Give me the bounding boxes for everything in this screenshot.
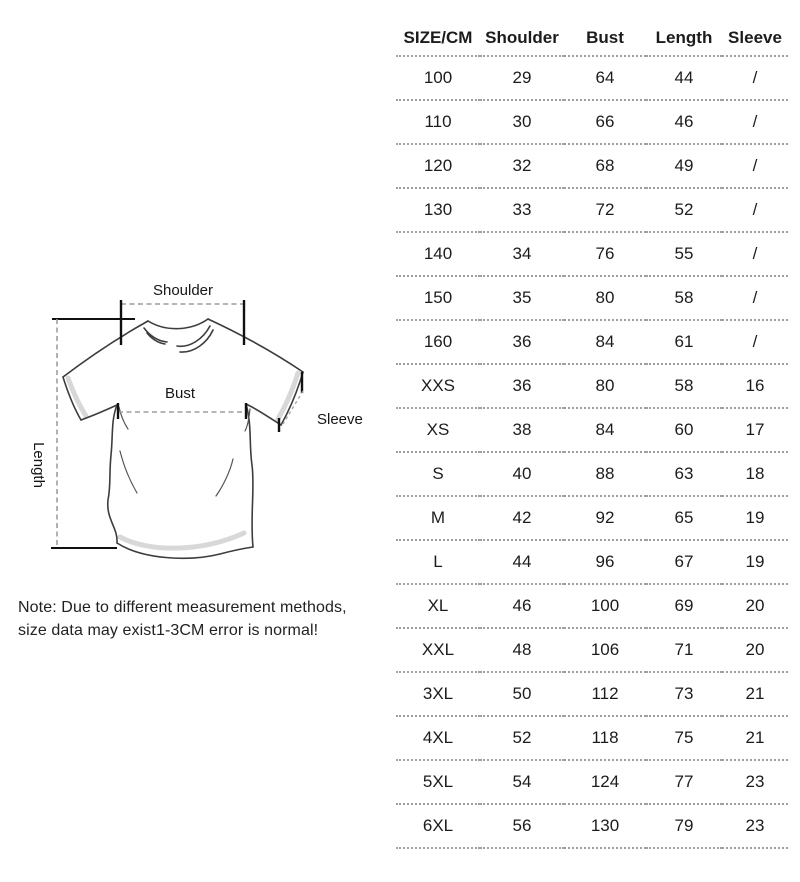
table-cell: 20 bbox=[722, 584, 788, 628]
length-measure-line bbox=[51, 319, 135, 548]
table-cell: 20 bbox=[722, 628, 788, 672]
table-cell: 52 bbox=[646, 188, 722, 232]
table-row bbox=[396, 100, 788, 144]
table-cell: 48 bbox=[480, 628, 564, 672]
table-cell: / bbox=[722, 188, 788, 232]
table-cell: 84 bbox=[564, 320, 646, 364]
table-cell: 130 bbox=[564, 804, 646, 848]
table-cell: 42 bbox=[480, 496, 564, 540]
size-label-cell: 140 bbox=[396, 232, 480, 276]
column-header: Sleeve bbox=[722, 20, 788, 56]
size-label-cell: XXL bbox=[396, 628, 480, 672]
size-label-cell: XL bbox=[396, 584, 480, 628]
size-label-cell: 4XL bbox=[396, 716, 480, 760]
table-row bbox=[396, 716, 788, 760]
table-cell: 79 bbox=[646, 804, 722, 848]
table-cell: 77 bbox=[646, 760, 722, 804]
table-row bbox=[396, 672, 788, 716]
table-cell: 50 bbox=[480, 672, 564, 716]
table-cell: 100 bbox=[564, 584, 646, 628]
tshirt-measurement-diagram bbox=[20, 275, 370, 575]
table-row bbox=[396, 232, 788, 276]
table-cell: 17 bbox=[722, 408, 788, 452]
table-cell: / bbox=[722, 100, 788, 144]
table-row bbox=[396, 496, 788, 540]
table-cell: 58 bbox=[646, 364, 722, 408]
table-cell: 21 bbox=[722, 716, 788, 760]
table-cell: 40 bbox=[480, 452, 564, 496]
table-cell: 68 bbox=[564, 144, 646, 188]
table-row bbox=[396, 364, 788, 408]
table-cell: 36 bbox=[480, 364, 564, 408]
table-row bbox=[396, 760, 788, 804]
table-cell: 80 bbox=[564, 364, 646, 408]
size-label-cell: XXS bbox=[396, 364, 480, 408]
table-cell: 21 bbox=[722, 672, 788, 716]
table-cell: 16 bbox=[722, 364, 788, 408]
table-cell: 33 bbox=[480, 188, 564, 232]
table-cell: / bbox=[722, 320, 788, 364]
table-cell: 56 bbox=[480, 804, 564, 848]
table-cell: 55 bbox=[646, 232, 722, 276]
table-cell: 60 bbox=[646, 408, 722, 452]
table-cell: 106 bbox=[564, 628, 646, 672]
shoulder-label: Shoulder bbox=[152, 282, 214, 299]
table-cell: 49 bbox=[646, 144, 722, 188]
size-label-cell: L bbox=[396, 540, 480, 584]
measurement-note bbox=[18, 596, 347, 642]
table-row bbox=[396, 540, 788, 584]
size-label-cell: 160 bbox=[396, 320, 480, 364]
sleeve-label: Sleeve bbox=[317, 411, 363, 428]
size-label-cell: 110 bbox=[396, 100, 480, 144]
table-row bbox=[396, 56, 788, 100]
table-cell: 63 bbox=[646, 452, 722, 496]
size-label-cell: 120 bbox=[396, 144, 480, 188]
table-cell: 32 bbox=[480, 144, 564, 188]
table-cell: 46 bbox=[646, 100, 722, 144]
table-cell: / bbox=[722, 144, 788, 188]
table-cell: 54 bbox=[480, 760, 564, 804]
table-cell: 34 bbox=[480, 232, 564, 276]
size-label-cell: 150 bbox=[396, 276, 480, 320]
table-cell: 61 bbox=[646, 320, 722, 364]
table-cell: 30 bbox=[480, 100, 564, 144]
table-cell: 72 bbox=[564, 188, 646, 232]
size-label-cell: 3XL bbox=[396, 672, 480, 716]
size-label-cell: M bbox=[396, 496, 480, 540]
size-label-cell: 5XL bbox=[396, 760, 480, 804]
table-cell: 80 bbox=[564, 276, 646, 320]
table-cell: 23 bbox=[722, 804, 788, 848]
table-cell: 73 bbox=[646, 672, 722, 716]
column-header: SIZE/CM bbox=[396, 20, 480, 56]
size-label-cell: XS bbox=[396, 408, 480, 452]
table-cell: 118 bbox=[564, 716, 646, 760]
table-cell: 124 bbox=[564, 760, 646, 804]
table-cell: 84 bbox=[564, 408, 646, 452]
size-label-cell: 130 bbox=[396, 188, 480, 232]
shoulder-measure-line bbox=[121, 300, 244, 345]
table-cell: 96 bbox=[564, 540, 646, 584]
table-cell: 65 bbox=[646, 496, 722, 540]
table-cell: 23 bbox=[722, 760, 788, 804]
table-cell: 35 bbox=[480, 276, 564, 320]
table-row bbox=[396, 408, 788, 452]
table-cell: 67 bbox=[646, 540, 722, 584]
table-cell: 88 bbox=[564, 452, 646, 496]
table-row bbox=[396, 188, 788, 232]
table-cell: 38 bbox=[480, 408, 564, 452]
table-cell: / bbox=[722, 232, 788, 276]
table-header-row bbox=[396, 20, 788, 56]
column-header: Length bbox=[646, 20, 722, 56]
table-cell: 64 bbox=[564, 56, 646, 100]
table-row bbox=[396, 276, 788, 320]
tshirt-outline bbox=[63, 319, 303, 558]
table-cell: 71 bbox=[646, 628, 722, 672]
table-cell: 19 bbox=[722, 540, 788, 584]
column-header: Bust bbox=[564, 20, 646, 56]
table-cell: 29 bbox=[480, 56, 564, 100]
length-label: Length bbox=[30, 442, 47, 488]
table-body bbox=[396, 56, 788, 848]
size-table bbox=[396, 20, 788, 849]
table-cell: 75 bbox=[646, 716, 722, 760]
bust-measure-line bbox=[118, 403, 246, 419]
table-cell: / bbox=[722, 276, 788, 320]
note-line-2: size data may exist1-3CM error is normal! bbox=[18, 622, 319, 639]
table-cell: 58 bbox=[646, 276, 722, 320]
table-row bbox=[396, 804, 788, 848]
table-cell: 44 bbox=[480, 540, 564, 584]
table-cell: 76 bbox=[564, 232, 646, 276]
table-cell: 18 bbox=[722, 452, 788, 496]
table-row bbox=[396, 144, 788, 188]
table-row bbox=[396, 628, 788, 672]
table-cell: / bbox=[722, 56, 788, 100]
size-label-cell: 100 bbox=[396, 56, 480, 100]
size-label-cell: S bbox=[396, 452, 480, 496]
table-cell: 92 bbox=[564, 496, 646, 540]
table-cell: 44 bbox=[646, 56, 722, 100]
bust-label: Bust bbox=[164, 385, 196, 402]
table-row bbox=[396, 452, 788, 496]
table-cell: 19 bbox=[722, 496, 788, 540]
note-line-1: Note: Due to different measurement methods, bbox=[18, 599, 347, 616]
table-cell: 112 bbox=[564, 672, 646, 716]
column-header: Shoulder bbox=[480, 20, 564, 56]
table-cell: 66 bbox=[564, 100, 646, 144]
size-label-cell: 6XL bbox=[396, 804, 480, 848]
table-cell: 69 bbox=[646, 584, 722, 628]
table-row bbox=[396, 320, 788, 364]
table-cell: 46 bbox=[480, 584, 564, 628]
table-cell: 52 bbox=[480, 716, 564, 760]
table-row bbox=[396, 584, 788, 628]
table-cell: 36 bbox=[480, 320, 564, 364]
